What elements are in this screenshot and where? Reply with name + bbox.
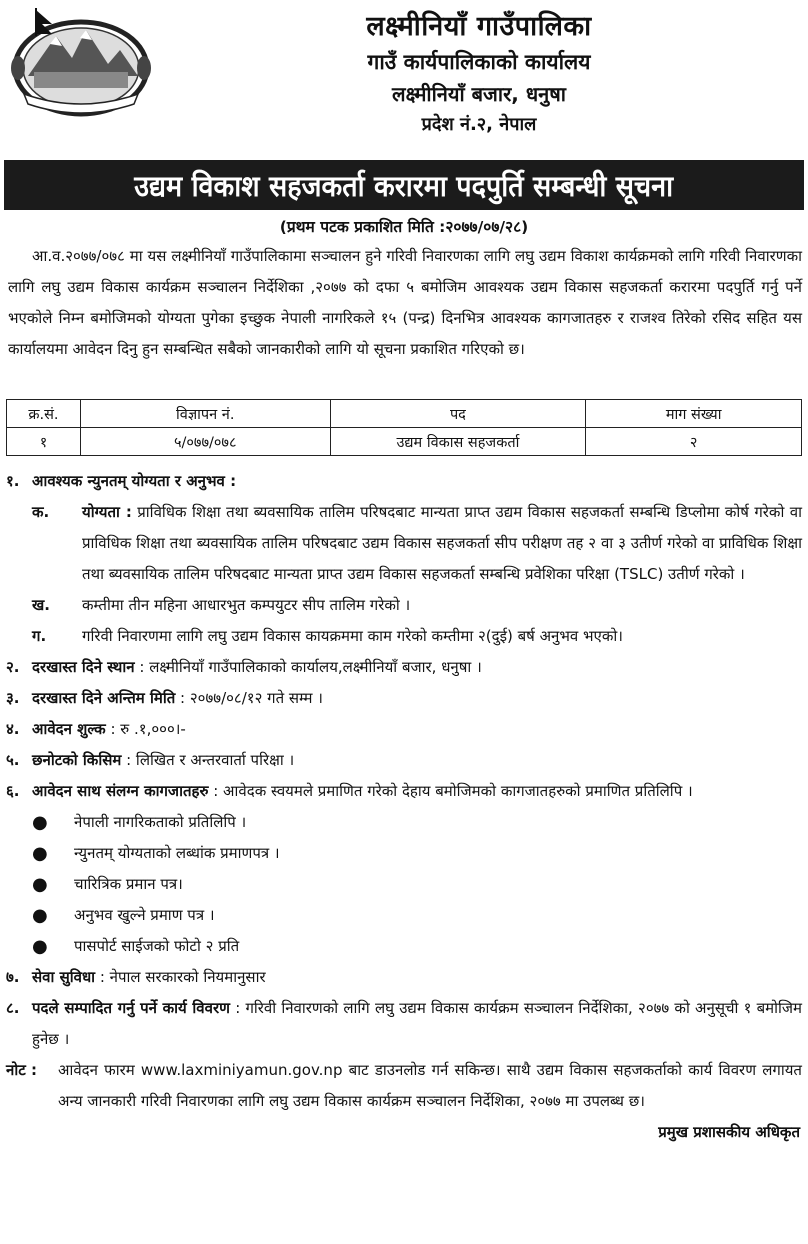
list-item: ● अनुभव खुल्ने प्रमाण पत्र । — [6, 900, 802, 931]
municipality-name: लक्ष्मीनियाँ गाउँपालिका — [366, 11, 592, 42]
cell-serial: १ — [7, 428, 81, 456]
office-name: गाउँ कार्यपालिकाको कार्यालय — [367, 50, 591, 74]
notice-title-banner — [4, 160, 804, 210]
col-required-count: माग संख्या — [586, 400, 802, 428]
qualification-a: क. योग्यता : प्राविधिक शिक्षा तथा ब्यवसायिक तालिम परिषदबाट मान्यता प्राप्त उद्यम विकास सहजकर्ता सम्बन्धि डिप्लोमा कोर्ष गरेको वा प्राविधिक शिक्षा तथा ब्यवसायिक तालिम परिषदबाट उद्यम विकास सहजकर्ता सीप परीक्षण तह २ वा ३ उतीर्ण गरेको वा प्राविधिक शिक्षा तथा ब्यवसायिक तालिम परिषदबाट मान्यता प्राप्त उद्यम विकास सहजकर्ता सम्बन्धि प्रवेशिका परिक्षा (TSLC) उतीर्ण गरेको । — [32, 503, 802, 583]
table-row — [7, 428, 802, 456]
section-1-title: आवश्यक न्युनतम् योग्यता र अनुभव : — [32, 472, 237, 490]
section-2: २. दरखास्त दिने स्थान : लक्ष्मीनियाँ गाउँपालिकाको कार्यालय,लक्ष्मीनियाँ बजार, धनुषा । — [6, 658, 482, 676]
list-item: ● चारित्रिक प्रमान पत्र। — [6, 869, 802, 900]
col-position: पद — [330, 400, 586, 428]
notice-title: उद्यम विकाश सहजकर्ता करारमा पदपुर्ति सम्बन्धी सूचना — [134, 168, 674, 203]
qualification-c: ग. गरिवी निवारणमा लागि लघु उद्यम विकास कायक्रममा काम गरेको कम्तीमा २(दुई) बर्ष अनुभव भएको। — [32, 627, 623, 645]
section-4: ४. आवेदन शुल्क : रु .१,०००।- — [6, 720, 186, 738]
list-item: ● पासपोर्ट साईजको फोटो २ प्रति — [6, 931, 802, 962]
province-line: प्रदेश नं.२, नेपाल — [421, 114, 537, 135]
list-item: ● नेपाली नागरिकताको प्रतिलिपि । — [6, 807, 802, 838]
section-8: ८. पदले सम्पादित गर्नु पर्ने कार्य विवरण : गरिवी निवारणको लागि लघु उद्यम विकास कार्यक्रम सञ्चालन निर्देशिका, २०७७ को अनुसूची १ बमोजिम हुनेछ । — [6, 999, 802, 1048]
published-date: (प्रथम पटक प्रकाशित मिति :२०७७/०७/२८) — [279, 218, 529, 236]
list-item: ● न्युनतम् योग्यताको लब्धांक प्रमाणपत्र । — [6, 838, 802, 869]
nepal-emblem-icon — [6, 6, 156, 118]
section-6: ६. आवेदन साथ संलग्न कागजातहरु : आवेदक स्वयमले प्रमाणित गरेको देहाय बमोजिमको कागजातहरुको प्रमाणित प्रतिलिपि । — [6, 782, 693, 800]
cell-required-count: २ — [586, 428, 802, 456]
bullet-icon: ● — [32, 812, 48, 833]
cell-position: उद्यम विकास सहजकर्ता — [330, 428, 586, 456]
bullet-icon: ● — [32, 843, 48, 864]
note — [6, 1055, 802, 1117]
bullet-icon: ● — [32, 874, 48, 895]
notice-body — [6, 466, 802, 1148]
vacancy-table — [6, 399, 802, 456]
office-header — [160, 8, 798, 140]
section-7: ७. सेवा सुविधा : नेपाल सरकारको नियमानुसार — [6, 968, 266, 986]
table-header-row — [7, 400, 802, 428]
office-address: लक्ष्मीनियाँ बजार, धनुषा — [392, 82, 566, 106]
bullet-icon: ● — [32, 936, 48, 957]
col-ad-number: विज्ञापन नं. — [80, 400, 330, 428]
intro-paragraph: आ.व.२०७७/०७८ मा यस लक्ष्मीनियाँ गाउँपालिकामा सञ्चालन हुने गरिवी निवारणका लागि लघु उद्यम विकाश कार्यक्रमको लागि गरिवी निवारणका लागि लघु उद्यम विकास कार्यक्रम सञ्चालन निर्देशिका ,२०७७ को दफा ५ बमोजिम आवश्यक उद्यम विकास सहजकर्ता करारमा पदपुर्ति गर्नु पर्ने भएकोले निम्न बमोजिमको योग्यता पुगेका इच्छुक नेपाली नागरिकले १५ (पन्द्र) दिनभित्र आवश्यक कागजातहरु र राजश्व तिरेको रसिद सहित यस कार्यालयमा आवेदन दिनु हुन सम्बन्धित सबैको जानकारीको लागि यो सूचना प्रकाशित गरिएको छ। — [8, 247, 802, 358]
col-serial: क्र.सं. — [7, 400, 81, 428]
qualification-b: ख. कम्तीमा तीन महिना आधारभुत कम्पयुटर सीप तालिम गरेको । — [32, 596, 411, 614]
note-text: आवेदन फारम www.laxminiyamun.gov.np बाट डाउनलोड गर्न सकिन्छ। साथै उद्यम विकास सहजकर्ताको कार्य विवरण लगायत अन्य जानकारी गरिवी निवारणका लागि लघु उद्यम विकास कार्यक्रम सञ्चालन निर्देशिका, २०७७ मा उपलब्ध छ। — [58, 1061, 802, 1110]
section-1: १. आवश्यक न्युनतम् योग्यता र अनुभव : — [6, 472, 237, 490]
section-3: ३. दरखास्त दिने अन्तिम मिति : २०७७/०८/१२ गते सम्म । — [6, 689, 323, 707]
bullet-icon: ● — [32, 905, 48, 926]
section-5: ५. छनोटको किसिम : लिखित र अन्तरवार्ता परिक्षा । — [6, 751, 295, 769]
cell-ad-number: ५/०७७/०७८ — [80, 428, 330, 456]
note-label: नोट : — [6, 1061, 37, 1079]
signoff: प्रमुख प्रशासकीय अधिकृत — [658, 1123, 800, 1141]
